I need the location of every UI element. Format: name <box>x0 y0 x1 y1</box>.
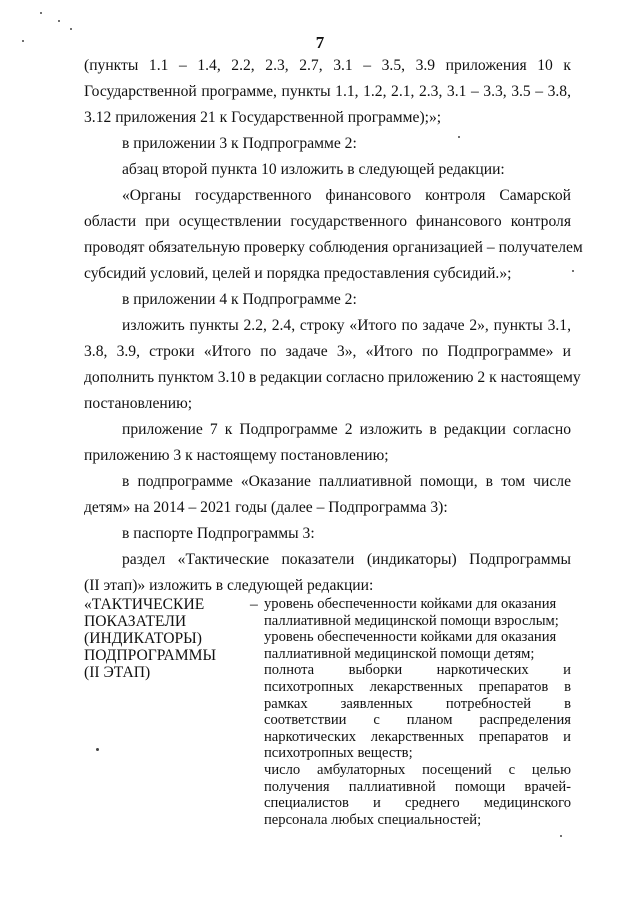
scan-speck <box>70 28 72 30</box>
scan-speck <box>572 270 574 272</box>
table-left-line: (ИНДИКАТОРЫ) <box>84 630 202 647</box>
table-right-line: полнота выборки наркотических и <box>264 662 571 679</box>
scan-speck <box>560 835 562 837</box>
paragraph-line: области при осуществлении государственного финансового контроля <box>84 213 571 230</box>
scan-speck <box>40 12 42 14</box>
table-right-line: персонала любых специальностей; <box>264 811 482 828</box>
paragraph-line: в паспорте Подпрограммы 3: <box>122 525 315 542</box>
table-right-line: соответствии с планом распределения <box>264 712 571 729</box>
table-right-line: специалистов и среднего медицинского <box>264 795 571 812</box>
paragraph-line: 3.12 приложения 21 к Государственной программе);»; <box>84 109 442 126</box>
table-left-line: «ТАКТИЧЕСКИЕ <box>84 596 205 613</box>
paragraph-line: приложение 7 к Подпрограмме 2 изложить в редакции согласно <box>122 421 571 438</box>
paragraph-line: субсидий условий, целей и порядка предоставления субсидий.»; <box>84 265 512 282</box>
paragraph-line: постановлению; <box>84 395 193 412</box>
scan-speck <box>58 20 60 22</box>
table-right-line: рамках заявленных потребностей в <box>264 695 571 712</box>
paragraph-line: проводят обязательную проверку соблюдения организацией – получателем <box>84 239 583 256</box>
table-left-line: ПОКАЗАТЕЛИ <box>84 613 187 630</box>
paragraph-line: детям» на 2014 – 2021 годы (далее – Подпрограмма 3): <box>84 499 448 516</box>
paragraph-line: раздел «Тактические показатели (индикаторы) Подпрограммы <box>122 551 571 568</box>
paragraph-line: «Органы государственного финансового контроля Самарской <box>122 187 571 204</box>
paragraph-line: дополнить пунктом 3.10 в редакции согласно приложению 2 к настоящему <box>84 369 581 386</box>
paragraph-line: абзац второй пункта 10 изложить в следующей редакции: <box>122 161 505 178</box>
table-right-line: паллиативной медицинской помощи детям; <box>264 645 535 662</box>
paragraph-line: (пункты 1.1 – 1.4, 2.2, 2.3, 2.7, 3.1 – 3.5, 3.9 приложения 10 к <box>84 57 571 74</box>
scan-speck <box>458 136 460 138</box>
table-right-line: наркотических лекарственных препаратов и <box>264 728 571 745</box>
table-right-line: число амбулаторных посещений с целью <box>264 761 571 778</box>
table-dash: – <box>250 596 258 613</box>
table-left-line: ПОДПРОГРАММЫ <box>84 647 217 664</box>
paragraph-line: 3.8, 3.9, строки «Итого по задаче 3», «Итого по Подпрограмме» и <box>84 343 571 360</box>
table-right-line: паллиативной медицинской помощи взрослым; <box>264 612 559 629</box>
paragraph-line: изложить пункты 2.2, 2.4, строку «Итого по задаче 2», пункты 3.1, <box>122 317 571 334</box>
scan-speck <box>96 748 99 751</box>
table-right-line: психотропных лекарственных препаратов в <box>264 678 571 695</box>
paragraph-line: Государственной программе, пункты 1.1, 1.2, 2.1, 2.3, 3.1 – 3.3, 3.5 – 3.8, <box>84 83 571 100</box>
paragraph-line: в приложении 3 к Подпрограмме 2: <box>122 135 357 152</box>
page-number: 7 <box>315 33 325 52</box>
table-right-line: получения паллиативной помощи врачей- <box>264 778 571 795</box>
table-right-line: уровень обеспеченности койками для оказания <box>264 596 557 612</box>
table-left-line: (II ЭТАП) <box>84 664 151 681</box>
table-left-cell <box>84 596 244 681</box>
table-right-line: уровень обеспеченности койками для оказания <box>264 629 557 646</box>
paragraph-line: в приложении 4 к Подпрограмме 2: <box>122 291 357 308</box>
paragraph-line: в подпрограмме «Оказание паллиативной помощи, в том числе <box>122 473 571 490</box>
paragraph-line: (II этап)» изложить в следующей редакции: <box>84 577 374 594</box>
paragraph-line: приложению 3 к настоящему постановлению; <box>84 447 389 464</box>
table-right-cell <box>264 596 571 828</box>
scan-speck <box>22 40 24 42</box>
table-right-line: психотропных веществ; <box>264 745 413 762</box>
